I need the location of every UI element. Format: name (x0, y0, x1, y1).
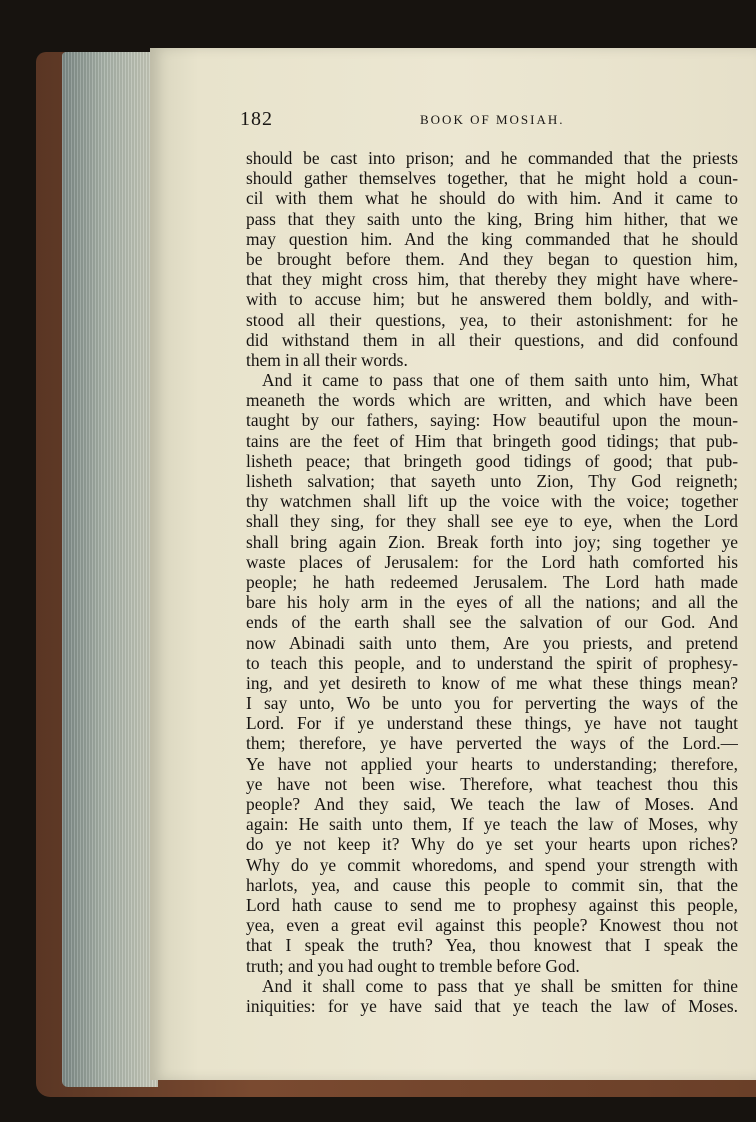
text-line: ing, and yet desireth to know of me what these things mean? (246, 672, 738, 693)
text-line: thy watchmen shall lift up the voice with the voice; together (246, 491, 738, 512)
text-line: do ye not keep it? Why do ye set your hearts upon riches? (246, 834, 738, 855)
text-line: stood all their questions, yea, to their astonishment: for he (246, 309, 738, 330)
text-line: did withstand them in all their questions, and did confound (246, 329, 738, 350)
text-line: Lord hath cause to send me to prophesy against this people, (246, 894, 738, 915)
text-line: Ye have not applied your hearts to understanding; therefore, (246, 753, 738, 774)
paragraph-start-line: And it shall come to pass that ye shall be smitten for thine (262, 975, 738, 996)
text-line: that they might cross him, that thereby they might have where- (246, 269, 738, 290)
text-line: Lord. For if ye understand these things, ye have not taught (246, 713, 738, 734)
text-line: people; he hath redeemed Jerusalem. The Lord hath made (246, 571, 738, 592)
text-line: should be cast into prison; and he commanded that the priests (246, 148, 738, 168)
text-line: should gather themselves together, that he might hold a coun- (246, 168, 738, 189)
page-number: 182 (240, 108, 273, 130)
text-line: bare his holy arm in the eyes of all the nations; and all the (246, 592, 738, 613)
text-line: lisheth peace; that bringeth good tidings of good; that pub- (246, 450, 738, 471)
text-line: yea, even a great evil against this people? Knowest thou not (246, 915, 738, 936)
paragraph-end-line: truth; and you had ought to tremble before God. (246, 955, 580, 976)
text-line: lisheth salvation; that sayeth unto Zion, Thy God reigneth; (246, 471, 738, 491)
text-line: shall they sing, for they shall see eye to eye, when the Lord (246, 511, 738, 532)
text-line: waste places of Jerusalem: for the Lord hath comforted his (246, 551, 738, 572)
text-line: now Abinadi saith unto them, Are you priests, and pretend (246, 632, 738, 653)
text-line: them; therefore, ye have perverted the ways of the Lord.— (246, 733, 738, 754)
page-header (240, 108, 740, 136)
text-line: cil with them what he should do with him. And it came to (246, 188, 738, 209)
text-line: I say unto, Wo be unto you for perverting the ways of the (246, 693, 738, 714)
text-line: be brought before them. And they began to question him, (246, 248, 738, 269)
text-line: shall bring again Zion. Break forth into joy; sing together ye (246, 531, 738, 552)
text-line: harlots, yea, and cause this people to commit sin, that the (246, 874, 738, 895)
text-line: may question him. And the king commanded that he should (246, 228, 738, 249)
book-page (150, 48, 756, 1080)
text-line: ends of the earth shall see the salvation of our God. And (246, 612, 738, 633)
text-line: taught by our fathers, saying: How beautiful upon the moun- (246, 410, 738, 431)
text-line: people? And they said, We teach the law of Moses. And (246, 794, 738, 814)
text-line: meaneth the words which are written, and which have been (246, 390, 738, 411)
text-line: tains are the feet of Him that bringeth good tidings; that pub- (246, 430, 738, 451)
body-text (246, 148, 738, 1016)
paragraph-end-line: them in all their words. (246, 349, 408, 370)
text-line: with to accuse him; but he answered them boldly, and with- (246, 289, 738, 310)
text-line: Why do ye commit whoredoms, and spend your strength with (246, 854, 738, 875)
text-line: that I speak the truth? Yea, thou knowest that I speak the (246, 935, 738, 956)
page-edges (62, 52, 158, 1087)
text-line: again: He saith unto them, If ye teach the law of Moses, why (246, 814, 738, 835)
text-line: iniquities: for ye have said that ye teach the law of Moses. (246, 995, 738, 1016)
text-line: to teach this people, and to understand the spirit of prophesy- (246, 652, 738, 673)
text-line: ye have not been wise. Therefore, what teachest thou this (246, 773, 738, 794)
paragraph-start-line: And it came to pass that one of them saith unto him, What (262, 370, 738, 391)
running-head: BOOK OF MOSIAH. (420, 112, 565, 127)
text-line: pass that they saith unto the king, Bring him hither, that we (246, 208, 738, 229)
